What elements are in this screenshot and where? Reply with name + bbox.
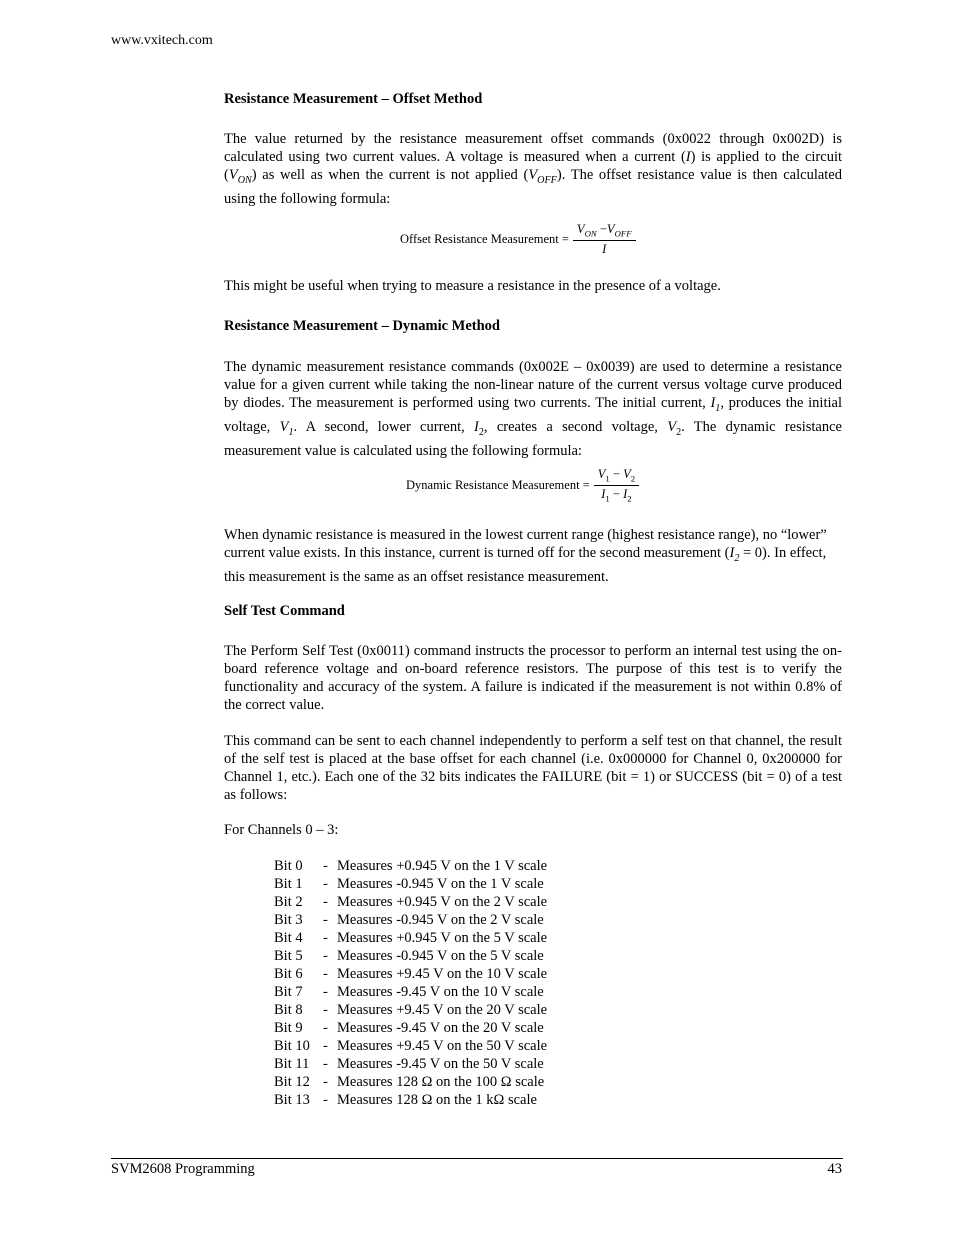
bit-desc: Measures -9.45 V on the 20 V scale: [337, 1020, 544, 1036]
bit-desc: Measures 128 Ω on the 1 kΩ scale: [337, 1092, 537, 1108]
bit-dash: -: [323, 1092, 328, 1108]
bit-row: [274, 893, 547, 911]
bit-desc: Measures +9.45 V on the 10 V scale: [337, 966, 548, 982]
offset-note: This might be useful when trying to measure a resistance in the presence of a voltage.: [224, 278, 721, 294]
offset-fraction: $\frac{V_{ON} -V_{OFF}}{I}$: [573, 222, 636, 257]
dynamic-heading: Resistance Measurement – Dynamic Method: [224, 318, 500, 334]
bit-row: [274, 911, 547, 929]
bit-dash: -: [323, 1038, 328, 1054]
bit-desc: Measures 128 Ω on the 100 Ω scale: [337, 1074, 545, 1090]
bit-desc: Measures +0.945 V on the 5 V scale: [337, 930, 548, 946]
bit-desc: Measures -0.945 V on the 1 V scale: [337, 876, 544, 892]
bit-bit: Bit 1: [274, 876, 303, 892]
bit-desc: Measures -0.945 V on the 2 V scale: [337, 912, 544, 928]
footer-title: SVM2608 Programming: [111, 1161, 255, 1177]
bit-dash: -: [323, 930, 328, 946]
bit-list: [274, 857, 547, 1109]
bit-bit: Bit 11: [274, 1056, 310, 1072]
selftest-paragraph: The Perform Self Test (0x0011) command instructs the processor to perform an internal test using the on-board reference voltage and on-board reference resistors. The purpose of this test is to verify the functionality and accuracy of the system. A failure is indicated if the measurement is not within 0.8% of the correct value.: [224, 643, 842, 713]
bit-dash: -: [323, 1002, 328, 1018]
dynamic-formula: Dynamic Resistance Measurement = $\frac{V_1 - V_2}{I_1 - I_2}$: [406, 467, 639, 503]
bit-bit: Bit 12: [274, 1074, 310, 1090]
bit-bit: Bit 0: [274, 858, 303, 874]
bit-bit: Bit 13: [274, 1092, 310, 1108]
bit-dash: -: [323, 966, 328, 982]
bit-row: [274, 1037, 547, 1055]
bit-desc: Measures +0.945 V on the 2 V scale: [337, 894, 548, 910]
bit-desc: Measures -0.945 V on the 5 V scale: [337, 948, 544, 964]
header-url: www.vxitech.com: [111, 33, 213, 48]
bit-row: [274, 875, 547, 893]
bit-row: [274, 1001, 547, 1019]
bit-row: [274, 929, 547, 947]
footer-rule: [111, 1158, 843, 1159]
bit-bit: Bit 10: [274, 1038, 310, 1054]
bit-dash: -: [323, 1074, 328, 1090]
bit-bit: Bit 8: [274, 1002, 303, 1018]
bit-desc: Measures +9.45 V on the 50 V scale: [337, 1038, 548, 1054]
bit-row: [274, 1073, 547, 1091]
bit-row: [274, 857, 547, 875]
bit-bit: Bit 2: [274, 894, 303, 910]
bit-desc: Measures +9.45 V on the 20 V scale: [337, 1002, 548, 1018]
bit-desc: Measures +0.945 V on the 1 V scale: [337, 858, 548, 874]
bit-dash: -: [323, 894, 328, 910]
bit-desc: Measures -9.45 V on the 50 V scale: [337, 1056, 544, 1072]
dynamic-fraction: $\frac{V_1 - V_2}{I_1 - I_2}$: [594, 467, 639, 503]
bit-desc: Measures -9.45 V on the 10 V scale: [337, 984, 544, 1000]
dynamic-paragraph: The dynamic measurement resistance commands (0x002E – 0x0039) are used to determine a resistance value for a given current while taking the non-linear nature of the current versus voltage curve produced by diodes. The measurement is performed using two currents. The initial current, $I_1$, produces the initial voltage, $V_1$. A second, lower current, $I_2$, creates a second voltage, $V_2$. The dynamic resistance measurement value is calculated using the following formula:: [224, 359, 842, 459]
page-number: 43: [827, 1161, 842, 1177]
offset-paragraph: The value returned by the resistance measurement offset commands (0x0022 through 0x002D) is calculated using two current values. A voltage is measured when a current (I) is applied to the circuit $(V_{ON})$ as well as when the current is not applied $(V_{OFF})$. The offset resistance value is then calculated using the following formula:: [224, 131, 842, 207]
bit-row: [274, 1055, 547, 1073]
bit-row: [274, 947, 547, 965]
bit-bit: Bit 3: [274, 912, 303, 928]
bit-row: [274, 983, 547, 1001]
bit-dash: -: [323, 984, 328, 1000]
selftest-heading: Self Test Command: [224, 603, 345, 619]
bit-bit: Bit 7: [274, 984, 303, 1000]
bit-row: [274, 1019, 547, 1037]
bit-dash: -: [323, 1056, 328, 1072]
bit-bit: Bit 5: [274, 948, 303, 964]
bit-bit: Bit 9: [274, 1020, 303, 1036]
bit-row: [274, 965, 547, 983]
bit-dash: -: [323, 876, 328, 892]
bit-bit: Bit 6: [274, 966, 303, 982]
channels-label: For Channels 0 – 3:: [224, 822, 339, 838]
bit-row: [274, 1091, 547, 1109]
bit-dash: -: [323, 858, 328, 874]
offset-heading: Resistance Measurement – Offset Method: [224, 91, 483, 107]
offset-formula: Offset Resistance Measurement = $\frac{V_{ON} -V_{OFF}}{I}$: [400, 222, 636, 257]
bit-dash: -: [323, 912, 328, 928]
bit-dash: -: [323, 948, 328, 964]
bit-dash: -: [323, 1020, 328, 1036]
selftest-channel-paragraph: This command can be sent to each channel independently to perform a self test on that channel, the result of the self test is placed at the base offset for each channel (i.e. 0x000000 for Channel 0, 0x200000 for Channel 1, etc.). Each one of the 32 bits indicates the FAILURE (bit = 1) or SUCCESS (bit = 0) of a test as follows:: [224, 733, 842, 803]
dynamic-note: When dynamic resistance is measured in the lowest current range (highest resistance range), no “lower” current value exists. In this instance, current is turned off for the second measurement $(I_2 = 0)$. In effect, this measurement is the same as an offset resistance measurement.: [224, 527, 827, 585]
bit-bit: Bit 4: [274, 930, 303, 946]
